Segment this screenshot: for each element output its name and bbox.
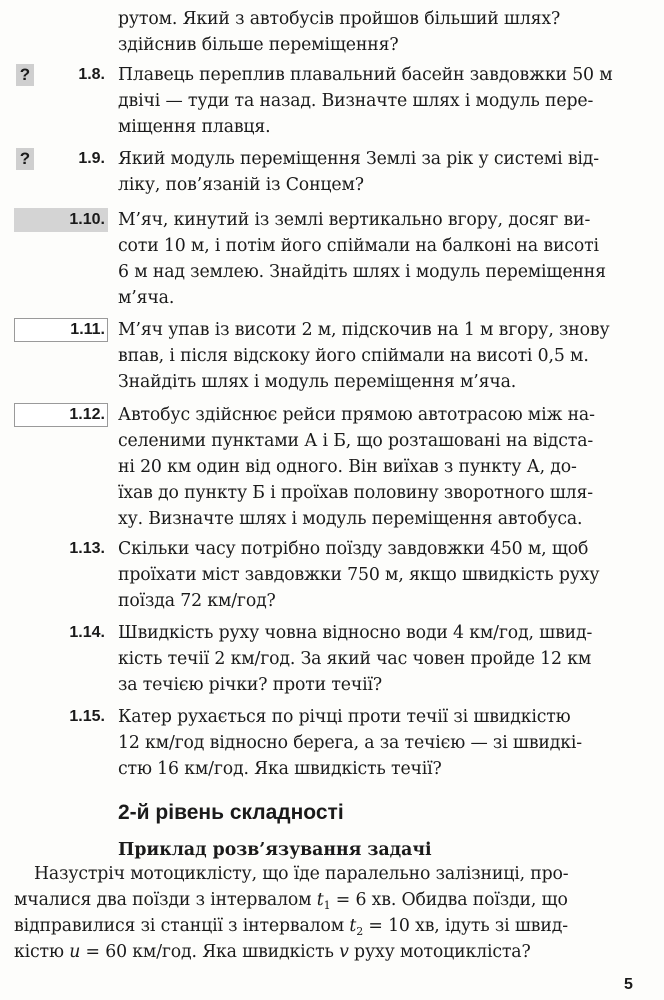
- page-number: 5: [624, 976, 633, 993]
- problem-text-line: соти 10 м, і потім його спіймали на балконі на висоті: [118, 236, 599, 256]
- example-text: хв. Обидва поїзди, що: [366, 890, 568, 910]
- problem-text-line: ху. Визначте шлях і модуль переміщення автобуса.: [118, 509, 583, 529]
- problem-number: 1.12.: [69, 406, 105, 423]
- example-heading: Приклад розв’язування задачі: [118, 840, 432, 860]
- speed-symbol-u: u: [69, 942, 81, 962]
- problem-text-line: Який модуль переміщення Землі за рік у системі від-: [118, 149, 599, 169]
- problem-number: 1.10.: [69, 211, 105, 228]
- example-text: мчалися два поїзди з інтервалом: [14, 890, 312, 910]
- problem-text-line: поїзда 72 км/год?: [118, 591, 276, 611]
- problem-number: 1.14.: [69, 624, 105, 641]
- problem-text-line: проїхати міст завдовжки 750 м, якщо швидкість руху: [118, 565, 600, 585]
- continuation-line: здійснив більше переміщення?: [118, 35, 399, 55]
- time-interval-symbol: $t_1 = 6$: [316, 890, 367, 912]
- example-text-line: [14, 939, 531, 965]
- problem-text-line: Скільки часу потрібно поїзду завдовжки 450 м, щоб: [118, 539, 589, 559]
- problem-text-line: міщення плавця.: [118, 117, 271, 137]
- question-marker-icon: ?: [16, 148, 34, 170]
- time-interval-symbol: $t_2 = 10$: [349, 916, 410, 938]
- problem-text-line: 12 км/год відносно берега, а за течією — зі швидкі-: [118, 733, 582, 753]
- problem-number: 1.11.: [70, 321, 105, 338]
- example-text-line: Назустріч мотоциклісту, що їде паралельно залізниці, про-: [34, 864, 569, 884]
- problem-number: 1.8.: [78, 66, 105, 83]
- question-marker-icon: ?: [16, 64, 34, 86]
- example-text: кістю: [14, 942, 64, 962]
- problem-number: 1.15.: [69, 708, 105, 725]
- problem-text-line: Автобус здійснює рейси прямою автотрасою між на-: [118, 405, 595, 425]
- problem-text-line: впав, і після відскоку його спіймали на висоті 0,5 м.: [118, 346, 589, 366]
- problem-text-line: кість течії 2 км/год. За який час човен пройде 12 км: [118, 649, 592, 669]
- section-heading: 2-й рівень складності: [118, 801, 344, 824]
- problem-text-line: ліку, пов’язаній із Сонцем?: [118, 175, 364, 195]
- continuation-line: рутом. Який з автобусів пройшов більший шлях?: [118, 9, 561, 29]
- speed-symbol-v: v: [339, 942, 349, 962]
- problem-text-line: стю 16 км/год. Яка швидкість течії?: [118, 759, 442, 779]
- problem-number: 1.9.: [78, 150, 105, 167]
- problem-text-line: М’яч, кинутий із землі вертикально вгору, досяг ви-: [118, 210, 591, 230]
- problem-text-line: М’яч упав із висоти 2 м, підскочив на 1 м вгору, знову: [118, 320, 610, 340]
- problem-text-line: двічі — туди та назад. Визначте шлях і модуль пере-: [118, 91, 594, 111]
- example-text: відправилися зі станції з інтервалом: [14, 916, 345, 936]
- problem-text-line: Плавець переплив плавальний басейн завдовжки 50 м: [118, 65, 613, 85]
- example-text: км/год. Яка швидкість: [126, 942, 334, 962]
- example-text: руху мотоцикліста?: [348, 942, 531, 962]
- problem-text-line: Швидкість руху човна відносно води 4 км/год, швид-: [118, 623, 593, 643]
- example-text: = 60: [80, 942, 127, 962]
- problem-text-line: Катер рухається по річці проти течії зі швидкістю: [118, 707, 571, 727]
- problem-text-line: за течією річки? проти течії?: [118, 675, 383, 695]
- problem-text-line: м’яча.: [118, 288, 175, 308]
- problem-text-line: ні 20 км один від одного. Він виїхав з пункту А, до-: [118, 457, 577, 477]
- problem-text-line: Знайдіть шлях і модуль переміщення м’яча.: [118, 372, 517, 392]
- example-text: хв, ідуть зі швид-: [409, 916, 568, 936]
- problem-text-line: 6 м над землею. Знайдіть шлях і модуль переміщення: [118, 262, 606, 282]
- problem-number: 1.13.: [69, 540, 105, 557]
- problem-text-line: їхав до пункту Б і проїхав половину зворотного шля-: [118, 483, 593, 503]
- problem-text-line: селеними пунктами А і Б, що розташовані на відста-: [118, 431, 594, 451]
